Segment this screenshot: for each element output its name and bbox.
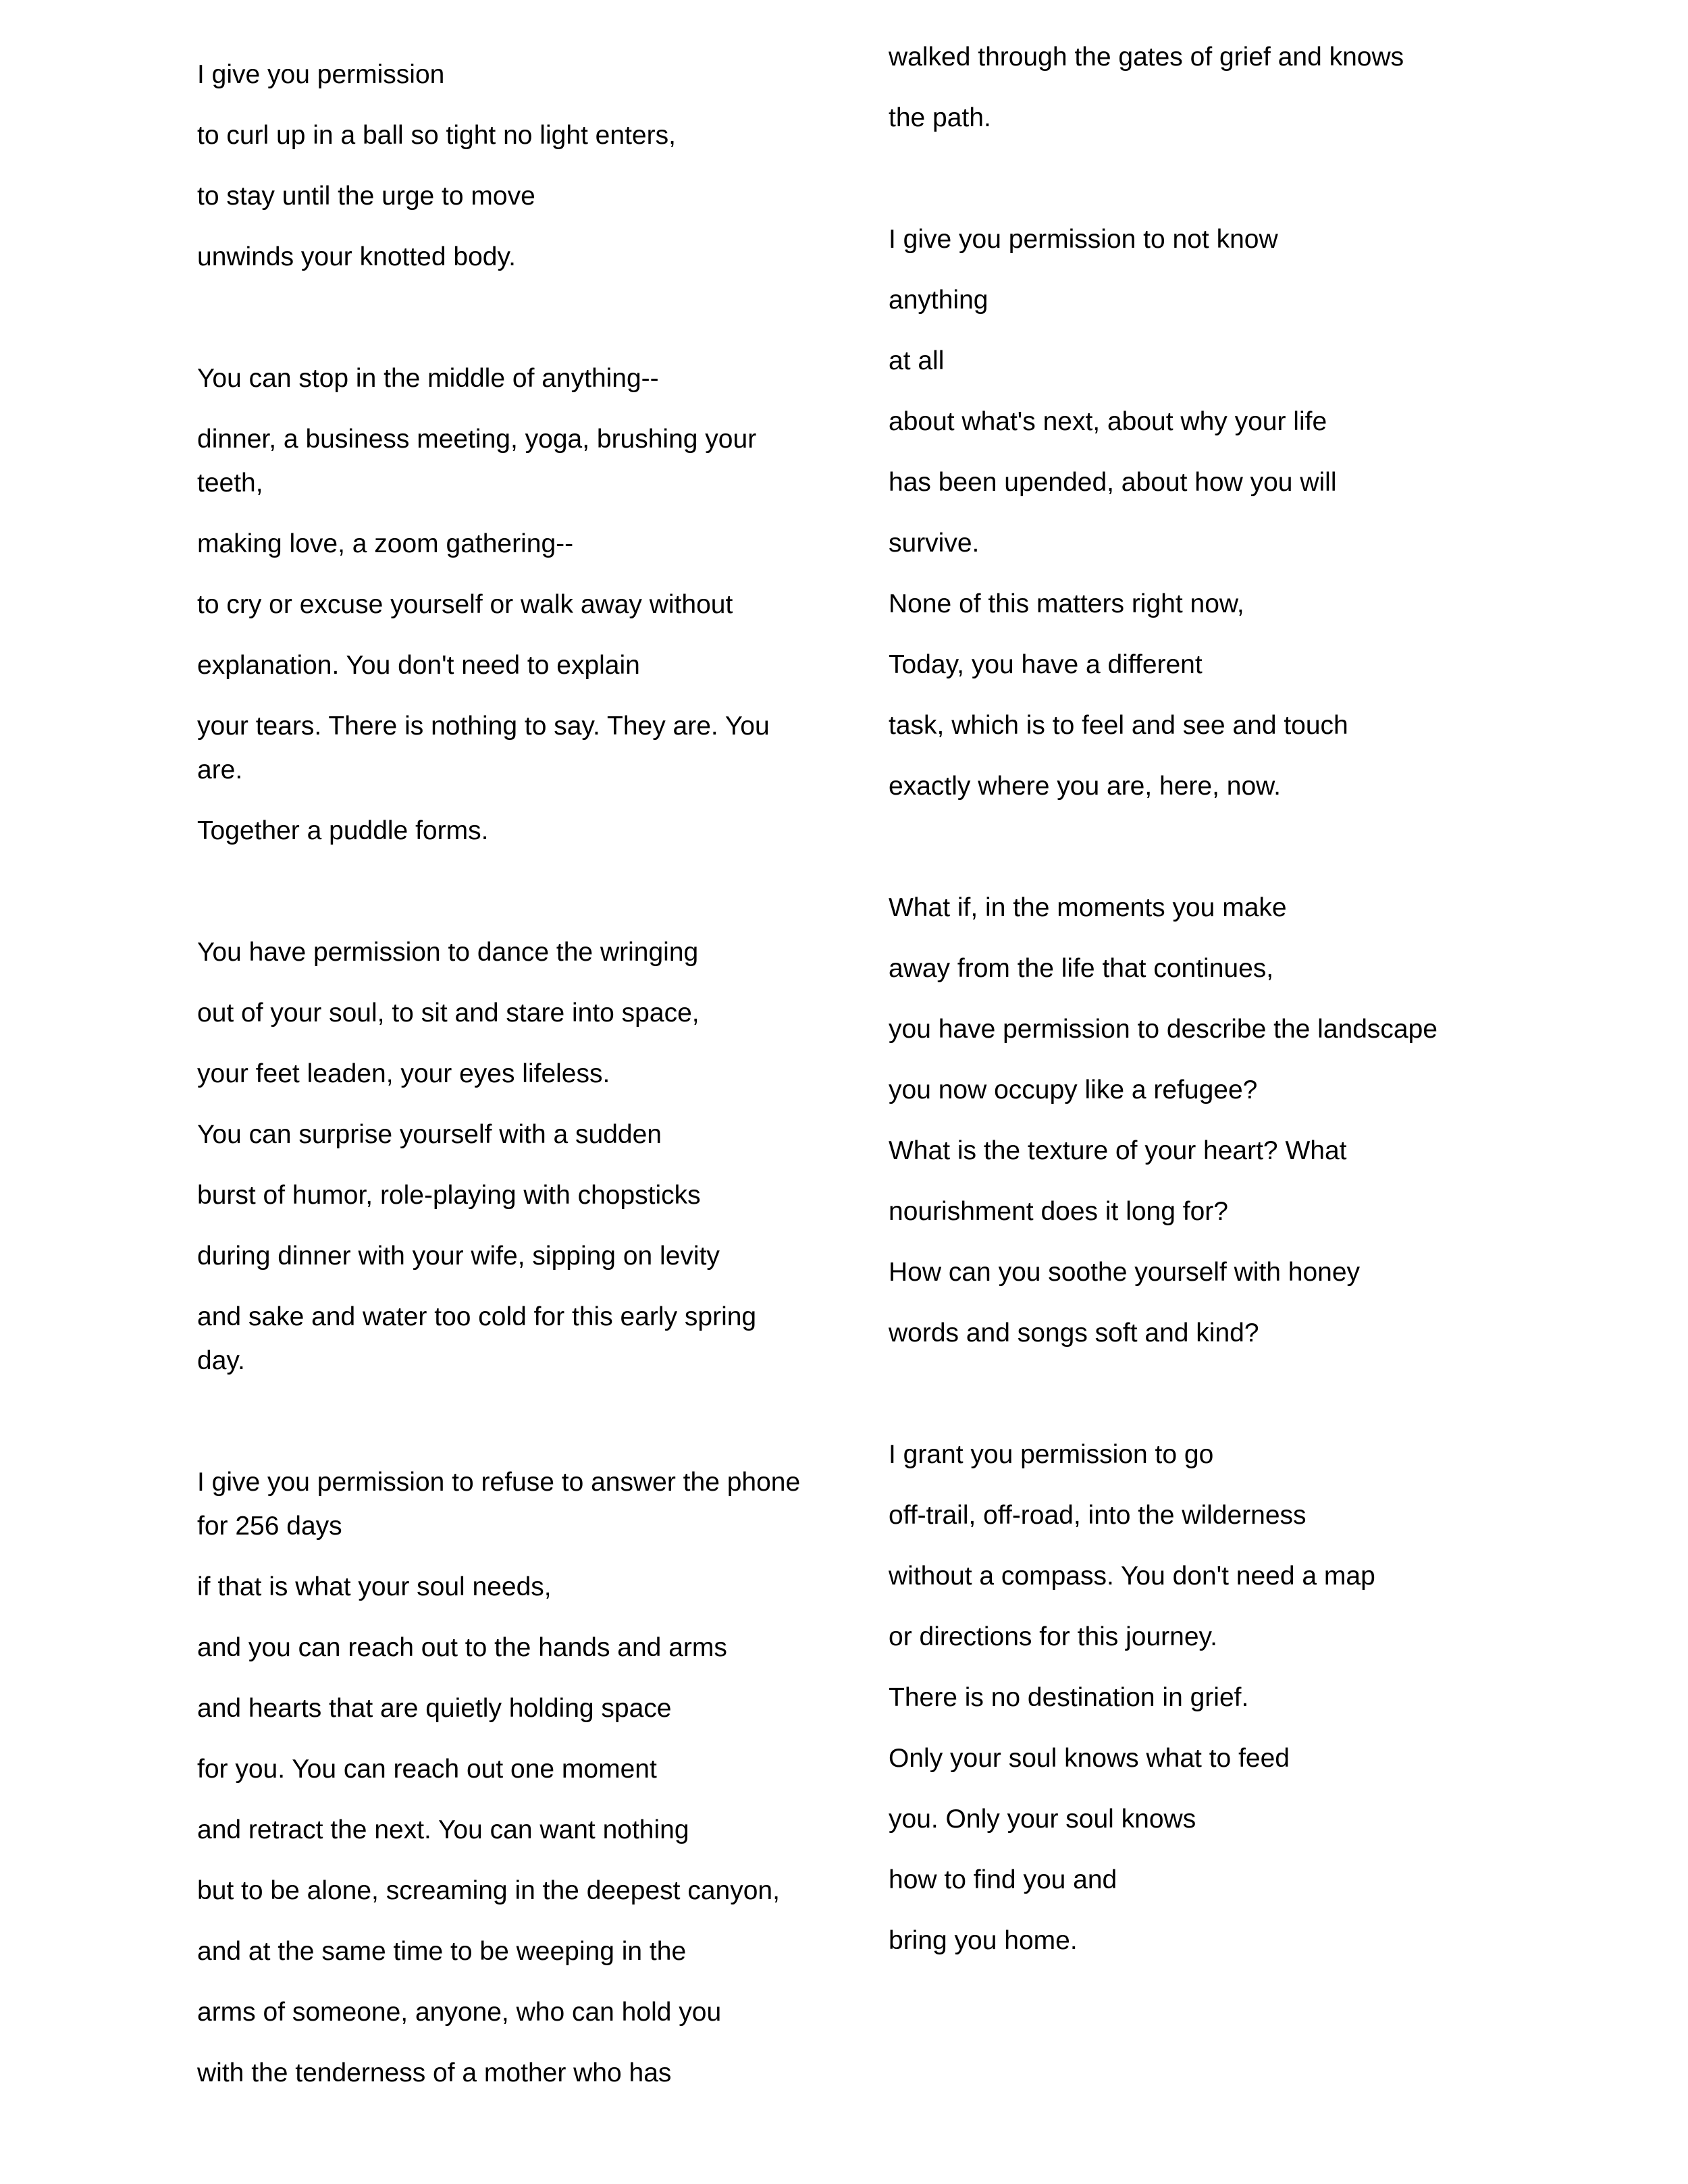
poem-line: explanation. You don't need to explain — [197, 651, 640, 680]
poem-line: task, which is to feel and see and touch — [889, 711, 1348, 740]
poem-line: burst of humor, role-playing with chopsticks — [197, 1181, 701, 1210]
poem-stanza — [889, 886, 1496, 1355]
poem-line: There is no destination in grief. — [889, 1683, 1249, 1712]
poem-line: and at the same time to be weeping in the — [197, 1937, 687, 1966]
poem-line: how to find you and — [889, 1865, 1117, 1894]
poem-line: has been upended, about how you will — [889, 468, 1337, 497]
poem-line: arms of someone, anyone, who can hold you — [197, 1998, 722, 2027]
stanza-break — [197, 870, 805, 930]
poem-line: out of your soul, to sit and stare into space, — [197, 998, 700, 1028]
poem-line: survive. — [889, 529, 980, 558]
poem-line: to curl up in a ball so tight no light enters, — [197, 121, 676, 150]
poem-line: with the tenderness of a mother who has — [197, 2058, 672, 2087]
left-column — [197, 53, 805, 2112]
poem-line: dinner, a business meeting, yoga, brushing your teeth, — [197, 425, 757, 498]
stanza-break — [889, 825, 1496, 886]
poem-line: and you can reach out to the hands and arms — [197, 1633, 727, 1662]
poem-stanza — [889, 35, 1496, 140]
poem-line: unwinds your knotted body. — [197, 242, 516, 271]
poem-line: away from the life that continues, — [889, 954, 1274, 983]
poem-stanza — [197, 53, 805, 279]
poem-line: Today, you have a different — [889, 650, 1203, 679]
poem-stanza — [197, 930, 805, 1383]
poem-line: What is the texture of your heart? What — [889, 1136, 1347, 1165]
poem-line: How can you soothe yourself with honey — [889, 1258, 1361, 1287]
poem-line: making love, a zoom gathering-- — [197, 529, 574, 558]
poem-line: You can stop in the middle of anything-- — [197, 364, 659, 393]
poem-line: bring you home. — [889, 1926, 1078, 1955]
poem-stanza — [197, 356, 805, 853]
poem-line: nourishment does it long for? — [889, 1197, 1228, 1226]
poem-stanza — [889, 217, 1496, 808]
poem-line: if that is what your soul needs, — [197, 1572, 552, 1601]
poem-line: you have permission to describe the landscape — [889, 1015, 1438, 1044]
poem-line: I grant you permission to go — [889, 1440, 1214, 1469]
poem-line: off-trail, off-road, into the wilderness — [889, 1501, 1307, 1530]
poem-line: Only your soul knows what to feed — [889, 1744, 1290, 1773]
stanza-break — [197, 296, 805, 356]
poem-line: about what's next, about why your life — [889, 407, 1327, 436]
stanza-break — [889, 157, 1496, 217]
poem-line: You have permission to dance the wringing — [197, 938, 699, 967]
poem-line: You can surprise yourself with a sudden — [197, 1120, 662, 1149]
poem-line: your tears. There is nothing to say. They are. You are. — [197, 712, 770, 784]
poem-line: walked through the gates of grief and knows — [889, 43, 1404, 72]
poem-line: and sake and water too cold for this early spring day. — [197, 1302, 757, 1375]
poem-line: I give you permission to not know — [889, 225, 1278, 254]
poem-line: words and songs soft and kind? — [889, 1319, 1259, 1348]
poem-line: I give you permission — [197, 60, 445, 89]
poem-line: your feet leaden, your eyes lifeless. — [197, 1059, 610, 1088]
poem-line: for you. You can reach out one moment — [197, 1755, 657, 1784]
poem-stanza — [197, 1460, 805, 2095]
poem-line: exactly where you are, here, now. — [889, 772, 1281, 801]
poem-line: the path. — [889, 103, 991, 132]
stanza-break — [197, 1400, 805, 1460]
poem-line: and retract the next. You can want nothing — [197, 1815, 689, 1844]
poem-line: I give you permission to refuse to answer the phone for 256 days — [197, 1468, 801, 1541]
poem-line: at all — [889, 346, 945, 375]
poem-line: and hearts that are quietly holding space — [197, 1694, 672, 1723]
poem-line: to stay until the urge to move — [197, 182, 535, 211]
poem-stanza — [889, 1433, 1496, 1963]
poem-line: to cry or excuse yourself or walk away without — [197, 590, 733, 619]
poem-line: Together a puddle forms. — [197, 816, 489, 845]
poem-line: during dinner with your wife, sipping on levity — [197, 1242, 720, 1271]
poem-line: or directions for this journey. — [889, 1622, 1217, 1651]
poem-line: but to be alone, screaming in the deepest canyon, — [197, 1876, 780, 1905]
poem-line: anything — [889, 286, 988, 315]
poem-line: you. Only your soul knows — [889, 1805, 1196, 1834]
poem-line: None of this matters right now, — [889, 589, 1244, 618]
stanza-break — [889, 1372, 1496, 1433]
poem-line: you now occupy like a refugee? — [889, 1075, 1258, 1104]
poem-line: without a compass. You don't need a map — [889, 1562, 1375, 1591]
right-column — [889, 35, 1496, 1979]
poem-line: What if, in the moments you make — [889, 893, 1287, 922]
